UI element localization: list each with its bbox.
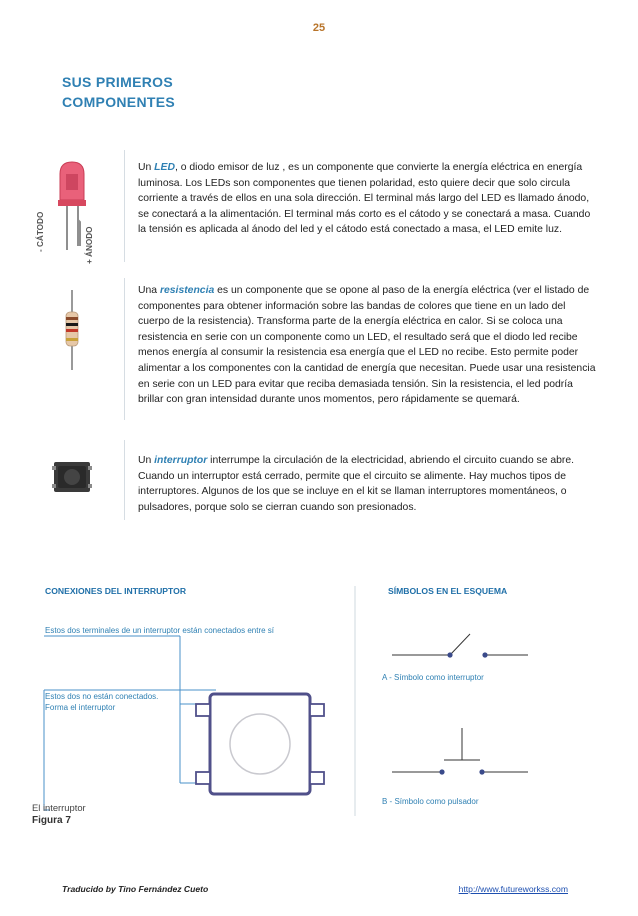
led-cathode-label: - CÁTODO [36, 211, 45, 252]
section-title-line-2: COMPONENTES [62, 94, 175, 110]
resistor-paragraph [138, 283, 598, 408]
resistor-text-after: es un componente que se opone al paso de la energía eléctrica (ver el listado de componentes para obtener información sobre las bandas de colores que tiene en un lado del cuerpo de la resistencia). Transforma parte de la energía eléctrica en calor. Si se coloca una resistencia en serie con un componente como un LED, el resultado será que el diodo led recibe menos energía al consumir la resistencia esa energía que el LED no recibe. Esto permite poder alimentar a los componentes con la cantidad de energía que necesitan. Puede usar una resistencia en serie con un LED para evitar que reciba demasiada tensión. Sin la resistencia, el led podría brillar con gran intensidad durante unos momentos, pero rápidamente se quemará. [138, 285, 596, 406]
section-title-line-1: SUS PRIMEROS [62, 74, 173, 90]
led-text-after: , o diodo emisor de luz , es un componente que convierte la energía eléctrica en energía luminosa. Los LEDs son componentes que tienen polaridad, esto quiere decir que solo circula corriente a través de ellos en una sola dirección. El terminal más largo del LED es llamado ánodo, se conectará a la alimentación. El terminal más corto es el cátodo y se conectará a masa. Cuando la tensión es aplicada al ánodo del led y el cátodo está conectado a masa, el LED emite luz. [138, 162, 591, 236]
led-paragraph [138, 160, 598, 238]
symbol-b-label: B - Símbolo como pulsador [382, 797, 479, 806]
figure-note-connected: Estos dos terminales de un interruptor están conectados entre sí [45, 626, 275, 635]
divider-resistor [124, 278, 125, 420]
led-text-before: Un [138, 162, 155, 173]
pushbutton-image [52, 458, 92, 496]
figure-heading-symbols: SÍMBOLOS EN EL ESQUEMA [388, 586, 508, 596]
switch-text-after: interrumpe la circulación de la electricidad, abriendo el circuito cuando se abre. Cuando un interruptor está cerrado, permite que el circuito se alimente. Hay muchos tipos de interruptores. Algunos de los que se incluye en el kit se llaman interruptores momentáneos, o pulsadores, porque solo se cierran cuando son presionados. [138, 455, 575, 513]
figure-note-not-connected-2: Forma el interruptor [45, 703, 116, 712]
led-anode-label: + ÁNODO [85, 226, 94, 264]
figure-caption-title: El interruptor [32, 802, 86, 813]
section-title [62, 72, 262, 112]
symbol-a-label: A - Símbolo como interruptor [382, 673, 484, 682]
resistor-term: resistencia [159, 285, 215, 296]
led-term: LED [154, 162, 175, 173]
switch-connection-diagram [30, 578, 610, 828]
switch-paragraph [138, 453, 598, 515]
resistor-image [60, 290, 84, 370]
footer-translator: Traducido by Tino Fernández Cueto [62, 884, 209, 894]
divider-led [124, 150, 125, 262]
figure-heading-connections: CONEXIONES DEL INTERRUPTOR [45, 586, 187, 596]
switch-text-before: Un [138, 455, 155, 466]
switch-term: interruptor [154, 455, 208, 466]
figure-caption-number: Figura 7 [32, 815, 71, 826]
footer-link[interactable]: http://www.futureworkss.com [458, 884, 568, 894]
page-number: 25 [312, 22, 326, 34]
figure-note-not-connected-1: Estos dos no están conectados. [45, 692, 159, 701]
divider-switch [124, 440, 125, 520]
resistor-text-before: Una [138, 285, 160, 296]
